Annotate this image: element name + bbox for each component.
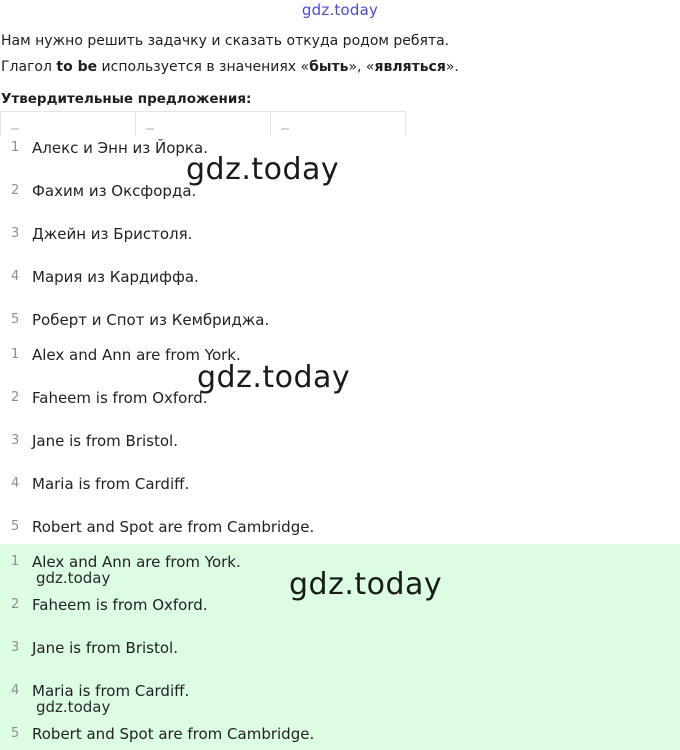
verb-note-sep: », « [348, 59, 375, 75]
item-text: Robert and Spot are from Cambridge. [32, 725, 315, 743]
watermark-small: gdz.today [36, 698, 111, 716]
item-number: 4 [11, 269, 20, 284]
item-text: Роберт и Спот из Кембриджа. [32, 311, 270, 329]
item-text: Джейн из Бристоля. [32, 225, 193, 243]
verb-note [1, 58, 459, 76]
item-number: 3 [11, 226, 20, 241]
item-number: 5 [11, 726, 20, 741]
verb-note-to-be: to be [56, 59, 98, 75]
subheading: Утвердительные предложения: [1, 91, 252, 107]
item-text: Robert and Spot are from Cambridge. [32, 518, 315, 536]
item-text: Maria is from Cardiff. [32, 475, 190, 493]
item-number: 5 [11, 519, 20, 534]
intro-text: Нам нужно решить задачку и сказать откуда родом ребята. [1, 33, 450, 49]
list-item [0, 138, 680, 162]
item-number: 3 [11, 433, 20, 448]
item-number: 1 [11, 554, 20, 569]
item-number: 1 [11, 140, 20, 155]
list-item [0, 181, 680, 205]
watermark-small: gdz.today [36, 569, 111, 587]
list-item [0, 267, 680, 291]
item-text: Faheem is from Oxford. [32, 596, 208, 614]
item-text: Alex and Ann are from York. [32, 553, 241, 571]
list-item [0, 310, 680, 334]
list-item [0, 431, 680, 455]
item-text: Мария из Кардиффа. [32, 268, 199, 286]
list-item [0, 724, 680, 748]
item-text: Jane is from Bristol. [32, 432, 178, 450]
watermark-top: gdz.today [301, 1, 379, 19]
verb-note-middle: используется в значениях « [97, 59, 310, 75]
watermark-large: gdz.today [289, 567, 443, 602]
table-header-cell [0, 112, 135, 136]
item-number: 3 [11, 640, 20, 655]
watermark-large: gdz.today [197, 360, 351, 395]
table-header-stub [0, 111, 406, 136]
item-number: 5 [11, 312, 20, 327]
item-number: 2 [11, 597, 20, 612]
verb-note-suffix: ». [445, 59, 459, 75]
verb-note-yavlyatsya: являться [374, 59, 446, 75]
table-header-cell [270, 112, 406, 136]
table-header-cell [135, 112, 270, 136]
verb-note-prefix: Глагол [1, 59, 57, 75]
list-item [0, 224, 680, 248]
item-text: Maria is from Cardiff. [32, 682, 190, 700]
item-number: 2 [11, 183, 20, 198]
list-item [0, 474, 680, 498]
list-item [0, 638, 680, 662]
item-number: 4 [11, 683, 20, 698]
item-number: 4 [11, 476, 20, 491]
item-number: 2 [11, 390, 20, 405]
item-text: Jane is from Bristol. [32, 639, 178, 657]
item-text: Фахим из Оксфорда. [32, 182, 197, 200]
list-item [0, 517, 680, 541]
item-text: Alex and Ann are from York. [32, 346, 241, 364]
item-text: Алекс и Энн из Йорка. [32, 139, 208, 157]
watermark-large: gdz.today [186, 152, 340, 187]
verb-note-byt: быть [309, 59, 349, 75]
item-number: 1 [11, 347, 20, 362]
item-text: Faheem is from Oxford. [32, 389, 208, 407]
